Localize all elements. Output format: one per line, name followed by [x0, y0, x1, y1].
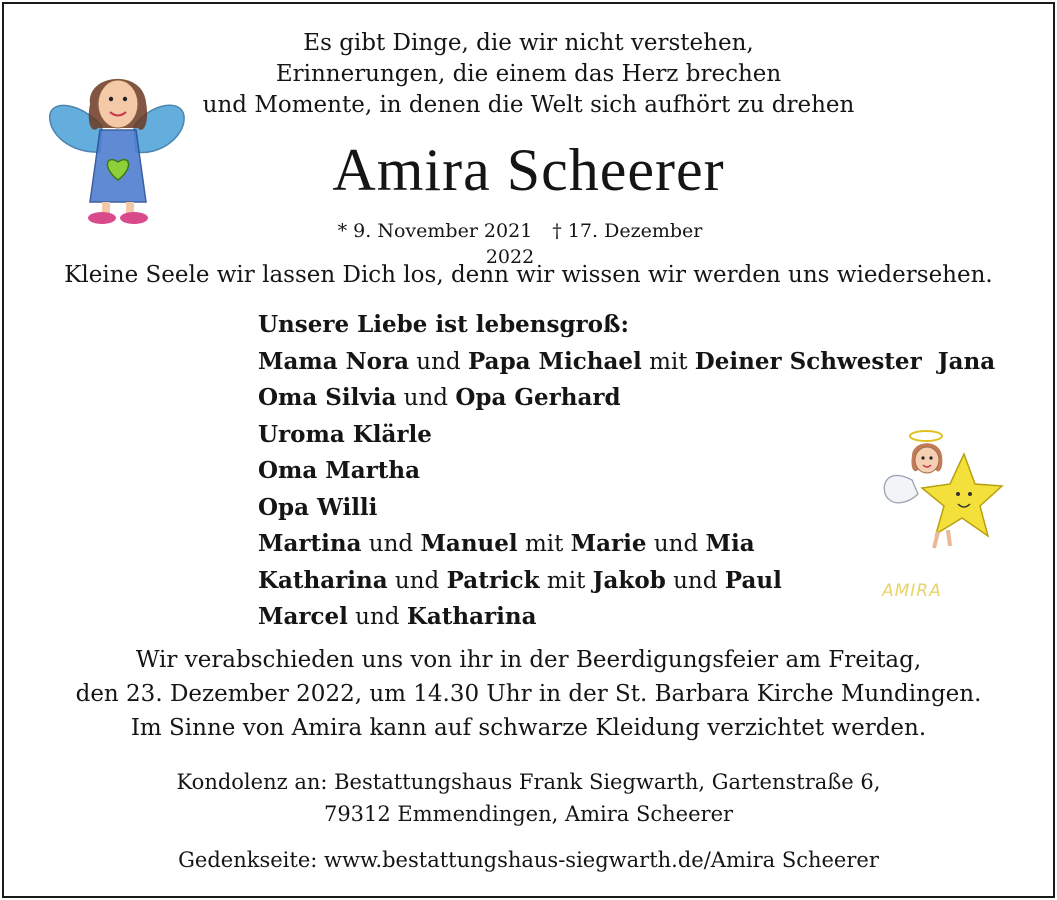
family-line: Oma Martha	[258, 457, 421, 484]
star-angel-drawing-right	[878, 420, 1006, 610]
funeral-service-info	[0, 643, 1057, 745]
right-shoe	[120, 212, 148, 224]
family-line: Mama Nora und Papa Michael mit Deiner Schwester Jana	[258, 347, 996, 375]
family-heading: Unsere Liebe ist lebensgroß:	[258, 311, 629, 338]
family-line: Uroma Klärle	[258, 420, 432, 448]
drawing-signature: AMIRA	[882, 581, 942, 601]
family-line: Marcel und Katharina	[258, 603, 537, 630]
service-line: Im Sinne von Amira kann auf schwarze Kleidung verzichtet werden.	[130, 715, 927, 741]
condolence-address	[0, 766, 1057, 830]
family-line: Opa Willi	[258, 493, 378, 521]
poem-line: Erinnerungen, die einem das Herz brechen	[275, 61, 782, 87]
memorial-page-link[interactable]: Gedenkseite: www.bestattungshaus-siegwarth.de/Amira Scheerer	[178, 848, 879, 872]
family-line: Oma Silvia und Opa Gerhard	[258, 384, 621, 411]
death-date: † 17. Dezember 2022	[485, 220, 703, 268]
poem	[0, 28, 1057, 121]
poem-line: Es gibt Dinge, die wir nicht verstehen,	[303, 30, 754, 56]
angel-wing	[884, 475, 918, 502]
angel-legs	[934, 530, 950, 548]
family-line: Martina und Manuel mit Marie und Mia	[258, 530, 755, 557]
farewell-motto: Kleine Seele wir lassen Dich los, denn wir wissen wir werden uns wiedersehen.	[64, 262, 993, 288]
service-line: Wir verabschieden uns von ihr in der Beerdigungsfeier am Freitag,	[135, 647, 922, 673]
halo	[910, 431, 942, 441]
condolence-line: 79312 Emmendingen, Amira Scheerer	[323, 802, 734, 826]
service-line: den 23. Dezember 2022, um 14.30 Uhr in der St. Barbara Kirche Mundingen.	[75, 681, 982, 707]
deceased-name: Amira Scheerer	[332, 137, 725, 203]
left-shoe	[88, 212, 116, 224]
birth-date: * 9. November 2021	[337, 220, 533, 242]
angel-face	[915, 447, 939, 473]
family-line: Katharina und Patrick mit Jakob und Paul	[258, 566, 782, 594]
condolence-line: Kondolenz an: Bestattungshaus Frank Siegwarth, Gartenstraße 6,	[176, 770, 881, 794]
poem-line: und Momente, in denen die Welt sich aufhört zu drehen	[202, 92, 855, 118]
